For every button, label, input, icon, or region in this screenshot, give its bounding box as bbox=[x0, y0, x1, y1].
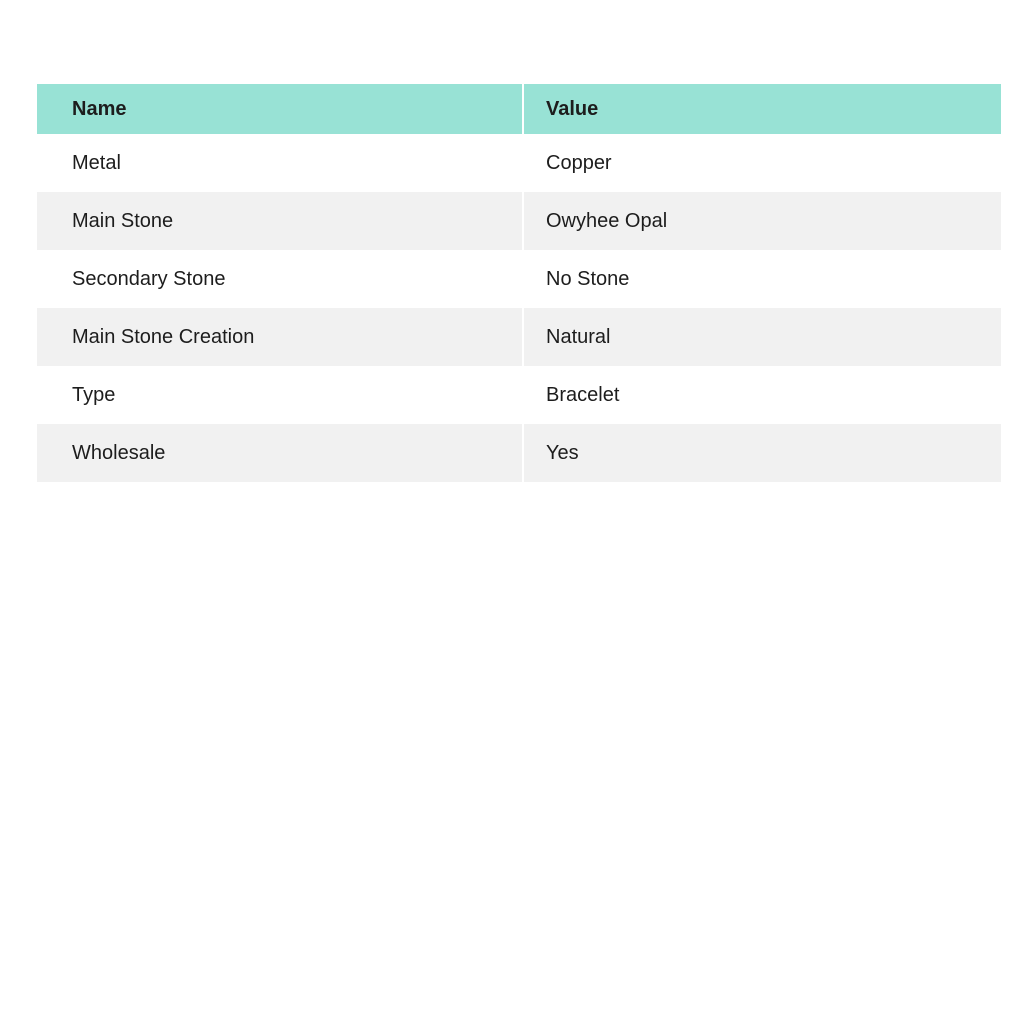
table-row bbox=[37, 308, 1001, 366]
name-cell: Main Stone Creation bbox=[37, 308, 523, 366]
table-row bbox=[37, 134, 1001, 192]
value-cell: Bracelet bbox=[546, 383, 620, 406]
value-cell: No Stone bbox=[546, 267, 630, 290]
name-cell: Main Stone bbox=[37, 192, 523, 250]
table-row bbox=[37, 192, 1001, 250]
value-cell: Natural bbox=[523, 308, 1001, 366]
table-header bbox=[37, 84, 1001, 134]
product-spec-table bbox=[37, 84, 1001, 482]
table-row bbox=[37, 250, 1001, 308]
name-cell: Type bbox=[37, 366, 523, 424]
value-cell: Owyhee Opal bbox=[523, 192, 1001, 250]
name-cell: Secondary Stone bbox=[37, 250, 523, 308]
value-cell: Copper bbox=[546, 151, 612, 174]
header-value: Value bbox=[523, 84, 1001, 134]
header-name: Name bbox=[37, 84, 523, 134]
header-row bbox=[37, 84, 1001, 134]
table-row bbox=[37, 424, 1001, 482]
table-row bbox=[37, 366, 1001, 424]
value-cell: Yes bbox=[523, 424, 1001, 482]
name-cell: Metal bbox=[37, 134, 523, 192]
name-cell: Wholesale bbox=[37, 424, 523, 482]
table-body bbox=[37, 134, 1001, 482]
